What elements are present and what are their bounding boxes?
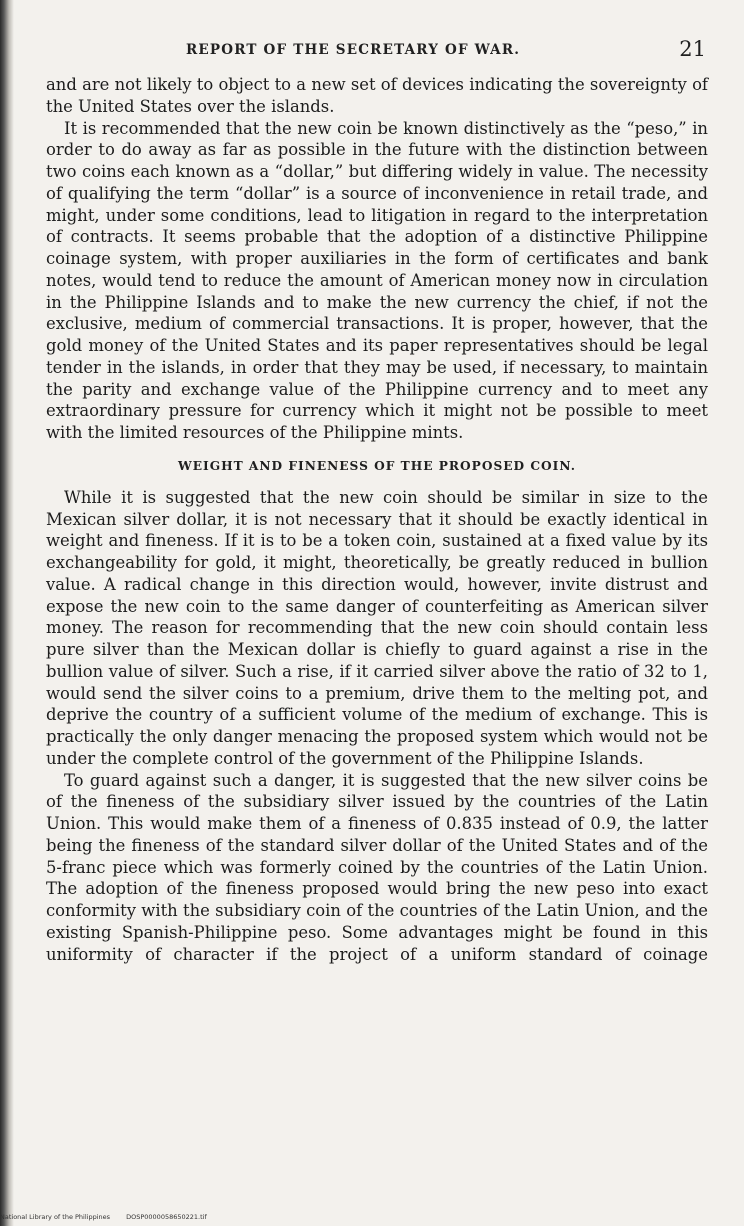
book-binding-edge — [0, 0, 14, 1226]
scan-footer — [0, 1213, 221, 1221]
paragraph-latin-union: To guard against such a danger, it is suggested that the new silver coins be of the fineness of the subsidiary silver issued by the countries of the Latin Union. This would make them of a fineness of 0.835 instead of 0.9, the latter being the fineness of the standard silver dollar of the United States and of the 5-franc piece which was formerly coined by the countries of the Latin Union. The adoption of the fineness proposed would bring the new peso into exact conformity with the subsidiary coin of the countries of the Latin Union, and the existing Spanish-Philippine peso. Some advantages might be found in this uniformity of character if the project of a uniform standard of coinage — [46, 770, 708, 964]
footer-library: National Library of the Philippines — [0, 1213, 111, 1221]
paragraph-peso-recommendation: It is recommended that the new coin be known distinctively as the “peso,” in order to do away as far as possible in the future with the distinction between two coins each known as a “dollar,” but differing widely in value. The necessity of qualifying the term “dollar” is a source of inconvenience in retail trade, and might, under some conditions, lead to litigation in regard to the interpretation of contracts. It seems probable that the adoption of a distinctive Philippine coinage system, with proper auxiliaries in the form of certificates and bank notes, would tend to reduce the amount of American money now in circulation in the Philippine Islands and to make the new currency the chief, if not the exclusive, medium of commercial transactions. It is proper, however, that the gold money of the United States and its paper representatives should be legal tender in the islands, in order that they may be used, if necessary, to maintain the parity and exchange value of the Philippine currency and to meet any extraordinary pressure for currency which it might not be possible to meet with the limited resources of the Philippine mints. — [46, 118, 708, 442]
section-heading: WEIGHT AND FINENESS OF THE PROPOSED COIN. — [178, 458, 576, 473]
running-title: REPORT OF THE SECRETARY OF WAR. — [186, 42, 521, 58]
page-header — [186, 38, 706, 62]
body-text — [46, 74, 708, 965]
paragraph-weight-fineness: While it is suggested that the new coin should be similar in size to the Mexican silver dollar, it is not necessary that it should be exactly identical in weight and fineness. If it is to be a token coin, sustained at a fixed value by its exchangeability for gold, it might, theoretically, be greatly reduced in bullion value. A radical change in this direction would, however, invite distrust and expose the new coin to the same danger of counterfeiting as American silver money. The reason for recommending that the new coin should contain less pure silver than the Mexican dollar is chiefly to guard against a rise in the bullion value of silver. Such a rise, if it carried silver above the ratio of 32 to 1, would send the silver coins to a premium, drive them to the melting pot, and deprive the country of a sufficient volume of the medium of exchange. This is practically the only danger menacing the proposed system which would not be under the complete control of the government of the Philippine Islands. — [46, 487, 708, 768]
paragraph-continued: and are not likely to object to a new set of devices indicating the sovereignty of the United States over the islands. — [46, 75, 708, 116]
page-number: 21 — [679, 37, 706, 61]
footer-code: DOSP0000058650221.tif — [126, 1213, 207, 1221]
